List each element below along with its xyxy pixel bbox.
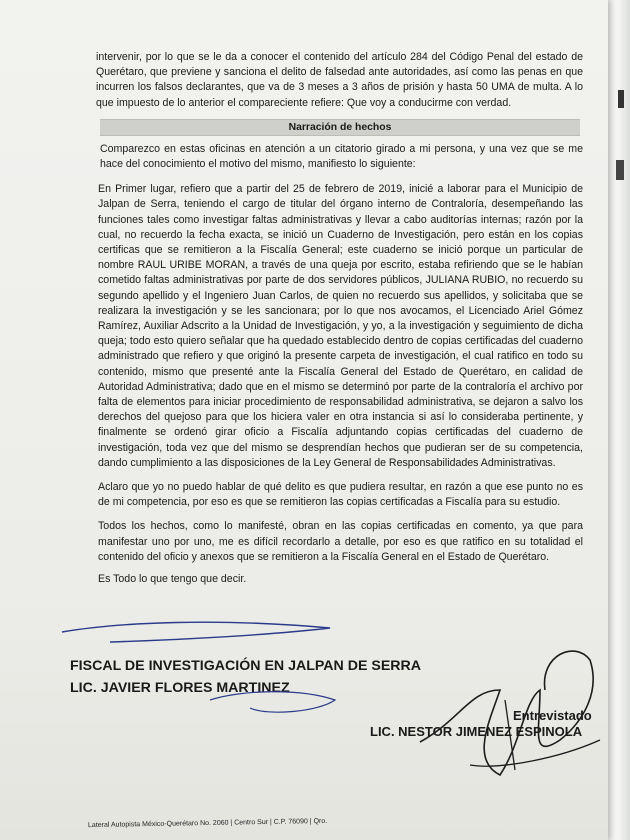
- fiscal-signature-block: [70, 655, 490, 699]
- paragraph-appearance: Comparezco en estas oficinas en atención a un citatorio girado a mi persona, y una vez que se me hace del conocimiento el motivo del mismo, manifiesto lo siguiente:: [100, 142, 583, 171]
- paragraph-clarification: Aclaro que yo no puedo hablar de qué delito es que pudiera resultar, en razón a que ese punto no es de mi competencia, por eso es que se remitieron las copias certificadas a Fiscalía para su estudio.: [98, 481, 583, 509]
- fiscal-name: LIC. JAVIER FLORES MARTINEZ: [70, 680, 290, 696]
- paragraph-facts: En Primer lugar, refiero que a partir del 25 de febrero de 2019, inicié a laborar para el Municipio de Jalpan de Serra, teniendo el cargo de titular del órgano interno de Contraloría, desempeñando las funciones tales como investigar faltas administrativas y llevar a cabo auditorías internas; razón por la cual, no recuerdo la fecha exacta, se inició un Cuaderno de Investigación, pero están en los copias certificas que se remitieron a la Fiscalía General; este cuaderno se inició porque un particular de nombre RAUL URIBE MORAN, a través de una queja por escrito, estaba refiriendo que se le habían cometido faltas administrativas por parte de dos servidores públicos, JULIANA RUBIO, no recuerdo su segundo apellido y el Ingeniero Juan Carlos, de quien no recuerdo sus apellidos, y solicitaba que se realizara la investigación y se les sancionara; por lo que nos avocamos, el Licenciado Ariel Gómez Ramírez, Auxiliar Adscrito a la Unidad de Investigación, y yo, a la investigación y seguimiento de dicha queja; todo esto quiero señalar que ha quedado establecido dentro de copias certificadas del cuaderno administrado que refiero y que originó la presente carpeta de investigación, el cual ratifico en todo su contenido, mismo que presenté ante la Fiscalía General del Estado de Querétaro, en calidad de Autoridad Administrativa; dado que en el mismo se determinó por parte de la contraloría el archivo por falta de elementos para iniciar procedimiento de responsabilidad administrativa, se dejaron a salvo los derechos del quejoso para que los hiciera valer en otra instancia si así lo consideraba pertinente, y finalmente se ordenó girar oficio a Fiscalía adjuntando copias certificadas del cuaderno de investigación, toda vez que del mismo se desprendían hechos que pudieran ser de su competencia, dando cumplimiento a las disposiciones de la Ley General de Responsabilidades Administrativas.: [98, 183, 583, 469]
- section-heading: Narración de hechos: [100, 119, 580, 136]
- intro-paragraph: intervenir, por lo que se le da a conocer el contenido del artículo 284 del Código Penal del estado de Querétaro, que previene y sanciona el delito de falsedad ante autoridades, así como las penas en que incurren los falsos declarantes, que va de 3 meses a 3 años de prisión y hasta 50 UMA de multa. A lo que impuesto de lo anterior el compareciente refiere: Que voy a conducirme con verdad.: [96, 51, 583, 109]
- interviewed-name: LIC. NESTOR JIMENEZ ESPINOLA: [370, 724, 583, 739]
- background-mark: [616, 160, 624, 180]
- closing-statement: Es Todo lo que tengo que decir.: [98, 573, 247, 586]
- fiscal-title: FISCAL DE INVESTIGACIÓN EN JALPAN DE SERRA: [70, 658, 422, 674]
- paragraph-ratification: Todos los hechos, como lo manifesté, obran en las copias certificadas en comento, ya que para manifestar uno por uno, me es difícil recordarlo a detalle, por eso es que ratifico en su totalidad el contenido del oficio y anexos que se remitieron a la Fiscalía General en el Estado de Querétaro.: [98, 520, 583, 563]
- footer-address: Lateral Autopista México-Querétaro No. 2060 | Centro Sur | C.P. 76090 | Qro.: [87, 817, 328, 830]
- interviewed-role: Entrevistado: [513, 708, 592, 723]
- background-mark: [618, 90, 624, 108]
- document-body: [78, 50, 583, 587]
